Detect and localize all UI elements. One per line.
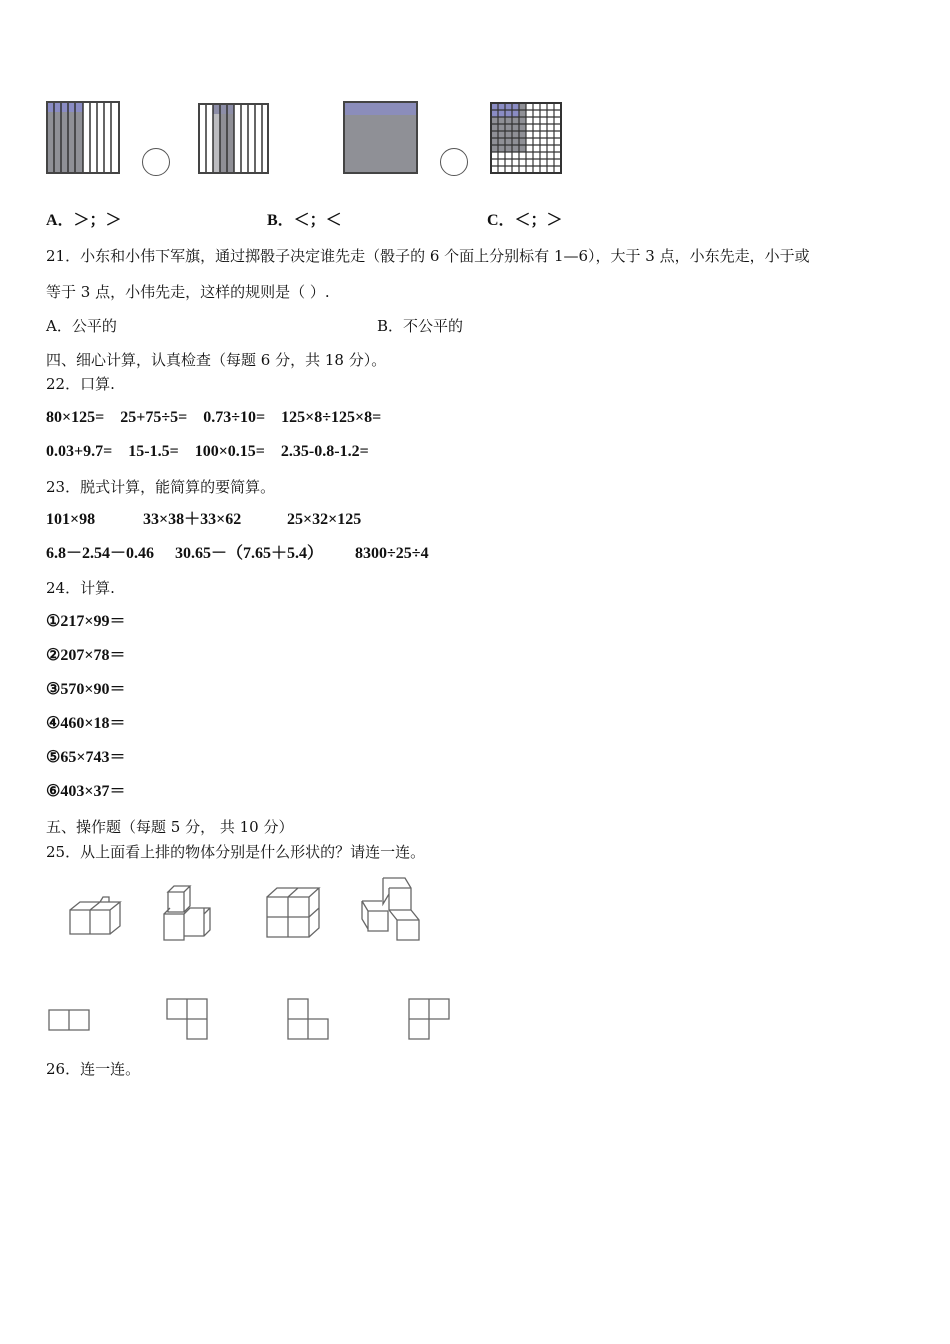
figure-strips-2 [198, 103, 270, 174]
q24-item: ①217×99＝ [46, 613, 126, 630]
q23-row2-a: 6.8－2.54－0.46 [46, 545, 155, 562]
figure-full-square [343, 101, 419, 174]
q23-row2-c: 8300÷25÷4 [355, 545, 429, 562]
cube-figure-3 [265, 885, 321, 940]
q23-title: 23．脱式计算，能简算的要简算。 [46, 478, 276, 496]
compare-circle-2[interactable] [439, 147, 469, 177]
expr: 80×125= [46, 409, 105, 426]
section-4-heading: 四、细心计算，认真检查（每题 6 分，共 18 分）。 [46, 351, 387, 369]
q24-item: ④460×18＝ [46, 715, 126, 732]
expr: 0.73÷10= [203, 409, 266, 426]
q24-item: ⑥403×37＝ [46, 783, 126, 800]
q20-option-a[interactable]: A．＞；＞ [46, 212, 122, 229]
q24-item: ⑤65×743＝ [46, 749, 126, 766]
cube-figure-4 [360, 875, 424, 941]
expr: 125×8÷125×8= [281, 409, 382, 426]
expr: 100×0.15= [194, 443, 265, 460]
top-view-3 [287, 998, 331, 1042]
q21-text-line2: 等于 3 点，小伟先走，这样的规则是（ ）. [46, 283, 330, 301]
q26-title: 26．连一连。 [46, 1060, 141, 1078]
figure-strips-1 [46, 101, 122, 174]
q23-row1-c: 25×32×125 [287, 511, 362, 528]
top-view-2 [166, 998, 210, 1042]
top-view-4 [408, 998, 452, 1042]
q22-row2 [46, 443, 369, 461]
q21-option-b[interactable]: B．不公平的 [377, 317, 464, 335]
q24-title: 24．计算. [46, 579, 115, 597]
q23-row2-b: 30.65－（7.65＋5.4） [175, 545, 324, 562]
q22-row1 [46, 409, 381, 427]
top-view-1 [48, 1009, 92, 1033]
q22-title: 22．口算. [46, 375, 115, 393]
q24-item: ③570×90＝ [46, 681, 126, 698]
compare-circle-1[interactable] [141, 147, 171, 177]
expr: 2.35-0.8-1.2= [280, 443, 369, 460]
q25-title: 25．从上面看上排的物体分别是什么形状的？请连一连。 [46, 843, 426, 861]
cube-figure-2 [162, 882, 224, 942]
q24-item: ②207×78＝ [46, 647, 126, 664]
q23-row1-b: 33×38＋33×62 [143, 511, 242, 528]
q21-option-a[interactable]: A．公平的 [46, 317, 117, 335]
q20-option-c[interactable]: C．＜；＞ [487, 212, 563, 229]
q20-option-b[interactable]: B．＜；＜ [267, 212, 342, 229]
q23-row1-a: 101×98 [46, 511, 96, 528]
expr: 25+75÷5= [120, 409, 188, 426]
expr: 0.03+9.7= [46, 443, 113, 460]
q21-text-line1: 21．小东和小伟下军旗，通过掷骰子决定谁先走（骰子的 6 个面上分别标有 1—6），大于 3 点，小东先走，小于或 [46, 247, 810, 265]
figure-hundred-grid [490, 102, 563, 175]
cube-figure-1 [68, 895, 124, 939]
expr: 15-1.5= [128, 443, 179, 460]
section-5-heading: 五、操作题（每题 5 分， 共 10 分） [46, 818, 294, 836]
